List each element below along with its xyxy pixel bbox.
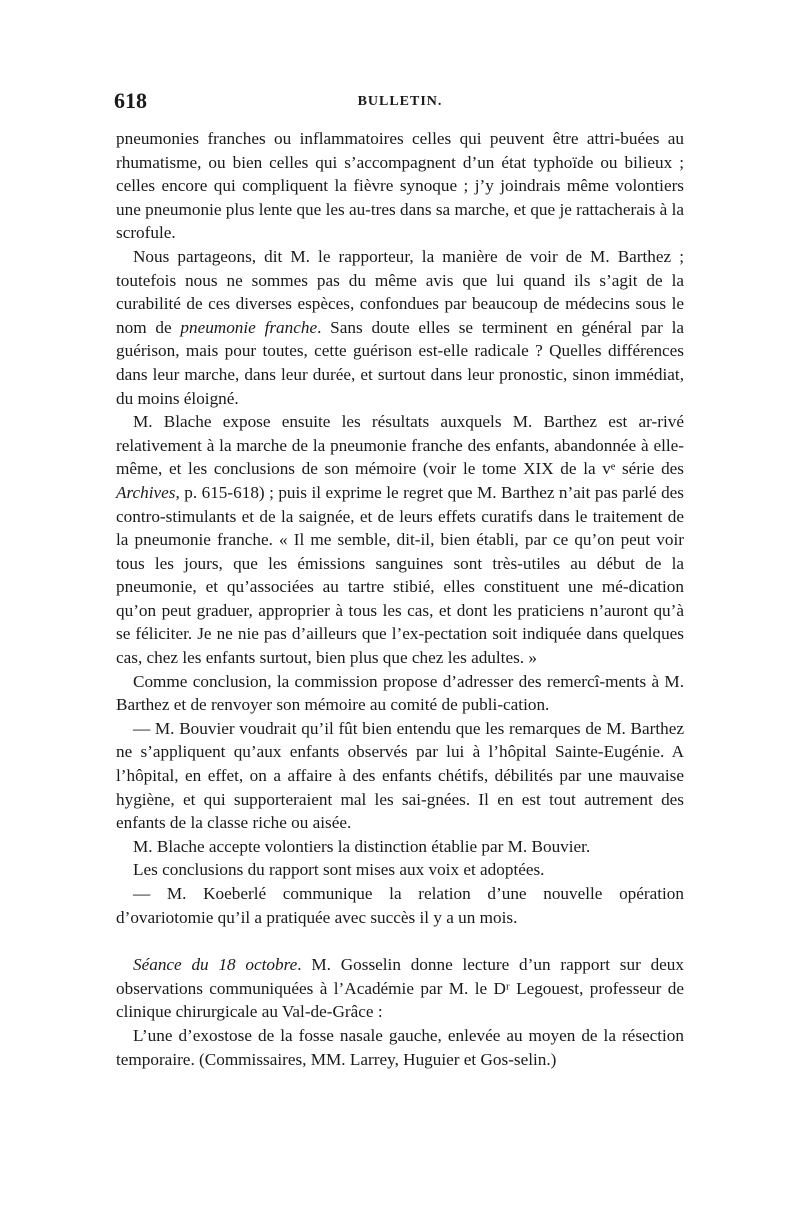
paragraph [116,953,684,1024]
page-header [114,88,686,118]
italic-text: Séance du 18 octobre [133,955,298,975]
text-run: Les conclusions du rapport sont mises aux voix et adoptées. [133,860,545,880]
paragraph [116,882,684,929]
paragraph [116,410,684,670]
text-run: Nous partageons, dit M. le rapporteur, la manière de voir de M. Barthez ; toutefois nous ne sommes pas du même avis que lui quand ils s’agit de la curabilité de ces diverses espèces, confondues par beaucoup de médecins sous le nom de [116,246,684,337]
section-gap [116,929,684,953]
text-run: pneumonies franches ou inflammatoires celles qui peuvent être attri-buées au rhumatisme, ou bien celles qui s’accompagnent d’un état typhoïde ou bilieux ; celles encore qui compliquent la fièvre synoque ; j’y joindrais même volontiers une pneumonie plus lente que les au-tres dans sa marche, et que je rattacherais à la scrofule. [116,129,684,243]
paragraph [116,858,684,882]
text-run: M. Blache accepte volontiers la distinction établie par M. Bouvier. [133,836,591,856]
text-run: . M. Gosselin donne lecture d’un rapport sur deux observations communiquées à l’Académie par M. le Dʳ Legouest, professeur de clinique chirurgicale au Val-de-Grâce : [116,955,684,1022]
text-run: L’une d’exostose de la fosse nasale gauche, enlevée au moyen de la résection temporaire. (Commissaires, MM. Larrey, Huguier et Gos-selin.) [116,1025,684,1069]
text-run: M. Blache expose ensuite les résultats auxquels M. Barthez est ar-rivé relativement à la marche de la pneumonie franche des enfants, abandonnée à elle-même, et les conclusions de son mémoire (voir le tome XIX de la vᵉ série des [116,412,684,479]
text-run: — M. Bouvier voudrait qu’il fût bien entendu que les remarques de M. Barthez ne s’appliquent qu’aux enfants observés par lui à l’hôpital Sainte-Eugénie. A l’hôpital, en effet, on a affaire à des enfants chétifs, débilités par une mauvaise hygiène, et qui supporteraient mal les sai-gnées. Il en est tout autrement des enfants de la classe riche ou aisée. [116,718,684,833]
paragraph [116,670,684,717]
body-text [116,127,684,1071]
italic-text: Archives [116,482,176,502]
paragraph [116,1024,684,1071]
text-run: , p. 615-618) ; puis il exprime le regret que M. Barthez n’ait pas parlé des contro-stimulants et de la saignée, et de leurs effets curatifs dans le traitement de la pneumonie franche. « Il me semble, dit-il, bien établi, par ce qu’on peut voir tous les jours, que les émissions sanguines sont très-utiles au début de la pneumonie, et qu’associées au tartre stibié, elles constituent une mé-dication qu’on peut graduer, approprier à tous les cas, et dont les praticiens n’auront qu’à se féliciter. Je ne nie pas d’ailleurs que l’ex-pectation soit indiquée dans quelques cas, chez les enfants surtout, bien plus que chez les adultes. » [116,482,684,668]
text-run: . Sans doute elles se terminent en général par la guérison, mais pour toutes, cette guérison est-elle radicale ? Quelles différences dans leur marche, dans leur durée, et surtout dans leur pronostic, sinon immédiat, du moins éloigné. [116,317,685,408]
page-number: 618 [114,88,147,113]
paragraph [116,717,684,835]
paragraph [116,835,684,859]
paragraph [116,245,684,410]
paragraph [116,127,684,245]
running-head: BULLETIN. [357,94,443,109]
text-run: — M. Koeberlé communique la relation d’une nouvelle opération d’ovariotomie qu’il a pratiquée avec succès il y a un mois. [116,884,684,927]
italic-text: pneumonie franche [180,317,318,337]
text-run: Comme conclusion, la commission propose d’adresser des remercî-ments à M. Barthez et de renvoyer son mémoire au comité de publi-cation. [116,671,684,715]
